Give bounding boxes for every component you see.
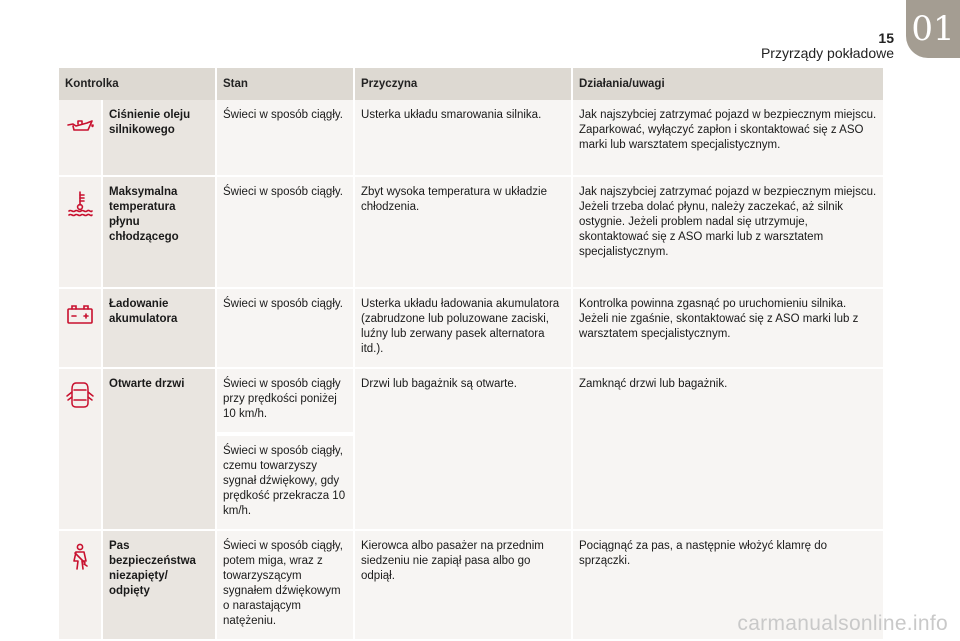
oil-pressure-icon [65,112,95,140]
row-label: Maksymalna temperatura płynu chłodzącego [103,177,217,289]
page-number: 15 [878,30,894,46]
column-header-stan: Stan [217,68,355,100]
seatbelt-icon [65,543,95,571]
row-action: Jak najszybciej zatrzymać pojazd w bezpiecznym miejscu. Jeżeli trzeba dolać płynu, należy zaczekać, aż silnik ostygnie. Jeżeli problem nadal się utrzymuje, skontaktować się z ASO marki lub z warsztatem specjalistycznym. [573,177,885,289]
row-state: Świeci w sposób ciągły przy prędkości poniżej 10 km/h. [217,369,355,434]
column-header-dzialania: Działania/uwagi [573,68,885,100]
row-label: Pas bezpieczeństwa niezapięty/ odpięty [103,531,217,641]
row-action: Pociągnąć za pas, a następnie włożyć klamrę do sprzączki. [573,531,885,641]
table-row [59,100,885,177]
warning-lights-table [59,68,885,641]
chapter-tab: 01 [906,0,960,58]
row-action: Zamknąć drzwi lub bagażnik. [573,369,885,531]
column-header-przyczyna: Przyczyna [355,68,573,100]
row-state: Świeci w sposób ciągły, potem miga, wraz z towarzyszącym sygnałem dźwiękowym o narastającym natężeniu. [217,531,355,641]
row-state: Świeci w sposób ciągły. [217,177,355,289]
row-label: Ładowanie akumulatora [103,289,217,369]
watermark: carmanualsonline.info [737,612,948,635]
row-cause: Usterka układu ładowania akumulatora (zabrudzone lub poluzowane zaciski, luźny lub zerwany pasek alternatora itd.). [355,289,573,369]
row-cause: Usterka układu smarowania silnika. [355,100,573,177]
row-state: Świeci w sposób ciągły. [217,289,355,369]
table-row [59,369,885,434]
row-cause: Drzwi lub bagażnik są otwarte. [355,369,573,531]
row-cause: Kierowca albo pasażer na przednim siedzeniu nie zapiął pasa albo go odpiął. [355,531,573,641]
battery-icon [65,301,95,329]
door-open-icon [65,381,95,409]
row-action: Jak najszybciej zatrzymać pojazd w bezpiecznym miejscu. Zaparkować, wyłączyć zapłon i skontaktować się z ASO marki lub warsztatem specjalistycznym. [573,100,885,177]
coolant-temperature-icon [65,189,95,217]
row-state-secondary: Świeci w sposób ciągły, czemu towarzyszy sygnał dźwiękowy, gdy prędkość przekracza 10 km/h. [217,434,355,531]
table-row [59,177,885,289]
row-action: Kontrolka powinna zgasnąć po uruchomieniu silnika. Jeżeli nie zgaśnie, skontaktować się z ASO marki lub z warsztatem specjalistycznym. [573,289,885,369]
section-title: Przyrządy pokładowe [760,45,894,61]
row-cause: Zbyt wysoka temperatura w układzie chłodzenia. [355,177,573,289]
table-row [59,289,885,369]
column-header-kontrolka: Kontrolka [59,68,217,100]
table-header-row [59,68,885,100]
row-label: Ciśnienie oleju silnikowego [103,100,217,177]
row-label: Otwarte drzwi [103,369,217,531]
row-state: Świeci w sposób ciągły. [217,100,355,177]
